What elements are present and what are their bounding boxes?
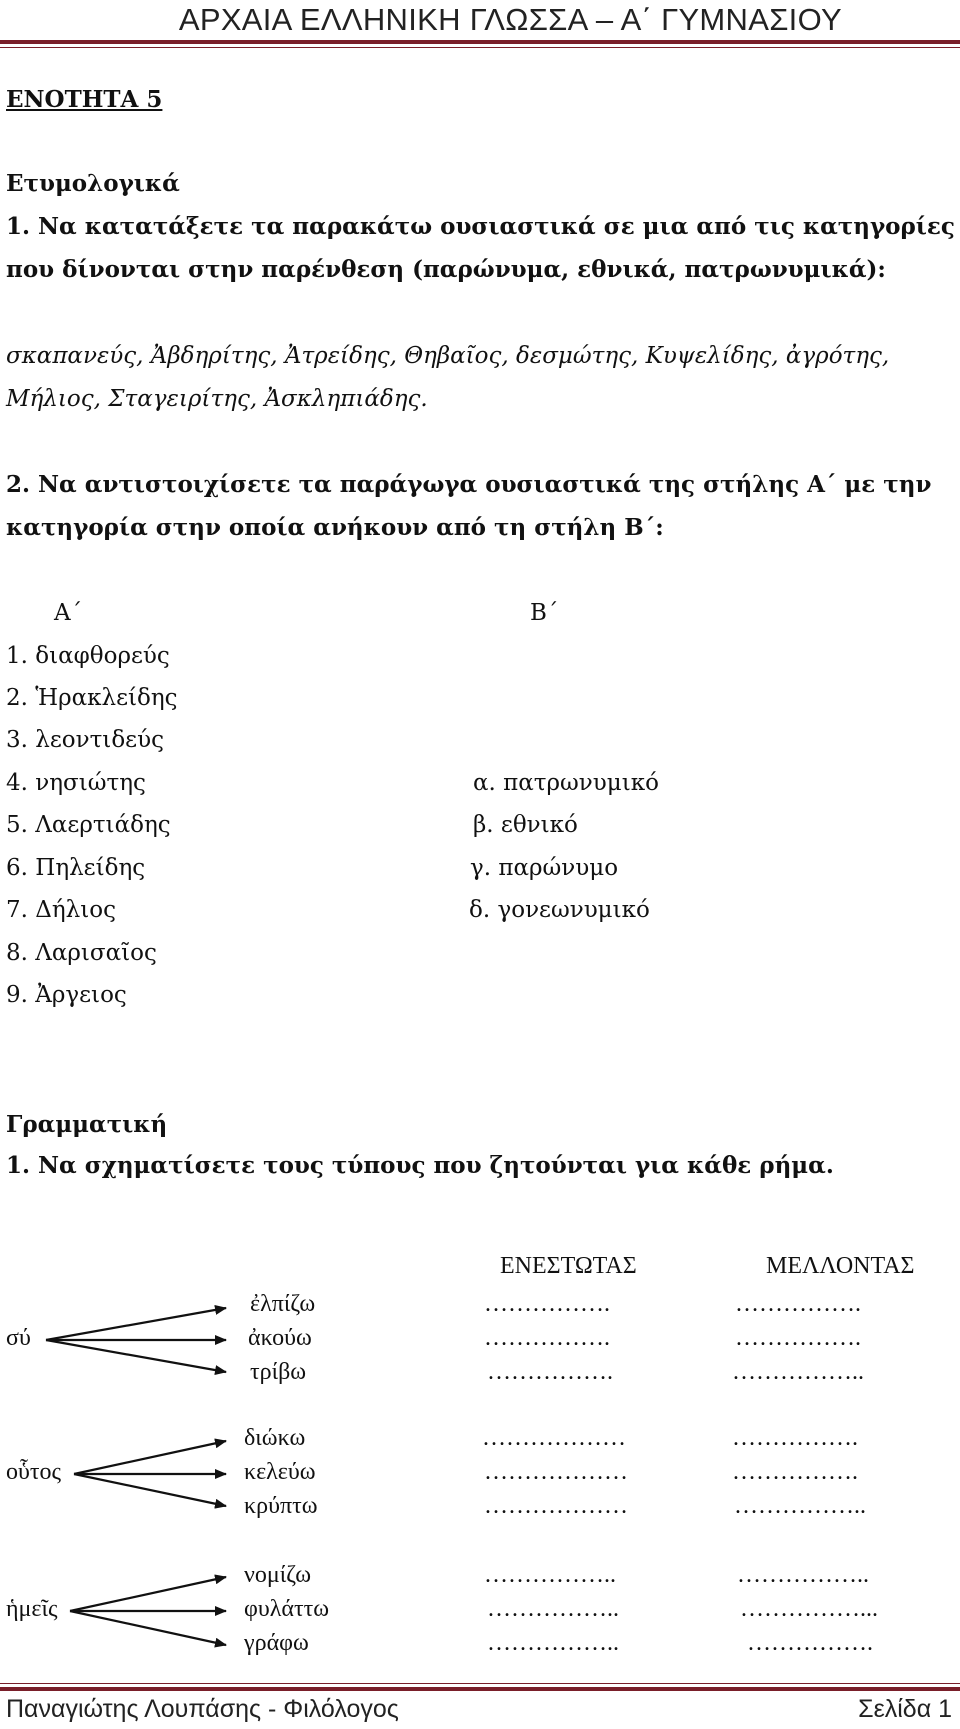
footer-author: Παναγιώτης Λουπάσης - Φιλόλογος	[6, 1695, 399, 1723]
col-a-item: 7. Δήλιος	[6, 897, 116, 923]
verb-label: γράφω	[244, 1630, 309, 1656]
verb-label: νομίζω	[244, 1562, 312, 1588]
future-blank: …………….	[732, 1425, 858, 1451]
footer-rule-thin	[0, 1683, 960, 1684]
col-a-item: 8. Λαρισαῖος	[6, 940, 157, 966]
column-present-header: ΕΝΕΣΤΩΤΑΣ	[500, 1253, 637, 1279]
unit-title: ΕΝΟΤΗΤΑ 5	[6, 86, 163, 113]
col-a-item: 4. νησιώτης	[6, 770, 146, 796]
future-blank: …………….	[732, 1459, 858, 1485]
etymology-heading: Ετυμολογικά	[6, 170, 180, 197]
q1-line2: που δίνονται στην παρένθεση (παρώνυμα, εθνικά, πατρωνυμικά):	[6, 256, 886, 283]
future-blank: …………….	[735, 1291, 861, 1317]
col-b-item: γ. παρώνυμο	[470, 855, 619, 881]
future-blank: ……………..	[734, 1493, 866, 1519]
page-header-title: ΑΡΧΑΙΑ ΕΛΛΗΝΙΚΗ ΓΛΩΣΣΑ – Α΄ ΓΥΜΝΑΣΙΟΥ	[178, 2, 842, 37]
verb-label: ἀκούω	[248, 1325, 312, 1351]
q2-line1: 2. Να αντιστοιχίσετε τα παράγωγα ουσιαστικά της στήλης Α΄ με την	[6, 471, 932, 498]
col-a-item: 1. διαφθορεύς	[6, 643, 170, 669]
present-blank: …………….	[487, 1359, 613, 1385]
arrow	[74, 1441, 226, 1474]
present-blank: …………….	[484, 1291, 610, 1317]
col-a-item: 5. Λαερτιάδης	[6, 812, 171, 838]
verb-label: διώκω	[244, 1425, 306, 1451]
arrow	[46, 1340, 226, 1372]
present-blank: …………….	[484, 1325, 610, 1351]
col-a-item: 2. Ἡρακλείδης	[6, 685, 178, 711]
col-b-item: α. πατρωνυμικό	[473, 770, 659, 796]
column-b-header: Β΄	[530, 600, 559, 626]
pronoun-label: οὗτος	[6, 1459, 62, 1485]
present-blank: ………………	[484, 1493, 628, 1519]
verb-label: κελεύω	[244, 1459, 316, 1485]
present-blank: ………………	[482, 1425, 626, 1451]
future-blank: ……………...	[740, 1596, 878, 1622]
arrow	[74, 1474, 226, 1506]
present-blank: ……………..	[487, 1630, 619, 1656]
q1-line1: 1. Να κατατάξετε τα παρακάτω ουσιαστικά σε μια από τις κατηγορίες	[6, 213, 955, 240]
present-blank: ………………	[484, 1459, 628, 1485]
future-blank: ……………..	[737, 1562, 869, 1588]
column-future-header: ΜΕΛΛΟΝΤΑΣ	[766, 1253, 915, 1279]
verb-label: κρύπτω	[244, 1493, 318, 1519]
future-blank: …………….	[735, 1325, 861, 1351]
q2-line2: κατηγορία στην οποία ανήκουν από τη στήλη Β΄:	[6, 514, 664, 541]
grammar-q1: 1. Να σχηματίσετε τους τύπους που ζητούνται για κάθε ρήμα.	[6, 1152, 834, 1179]
column-a-header: Α΄	[54, 600, 83, 626]
verb-label: ἐλπίζω	[250, 1291, 316, 1317]
footer-rule-thick	[0, 1687, 960, 1691]
col-a-item: 9. Ἀργειος	[6, 982, 127, 1008]
arrow	[46, 1308, 226, 1340]
pronoun-label: ἡμεῖς	[6, 1596, 58, 1622]
present-blank: ……………..	[484, 1562, 616, 1588]
future-blank: ……………..	[732, 1359, 864, 1385]
arrow	[70, 1577, 226, 1611]
col-b-item: δ. γονεωνυμικό	[469, 897, 650, 923]
col-b-item: β. εθνικό	[473, 812, 578, 838]
arrow	[70, 1611, 226, 1645]
col-a-item: 6. Πηλείδης	[6, 855, 146, 881]
q1-words-line2: Μήλιος, Σταγειρίτης, Ἀσκληπιάδης.	[6, 386, 428, 412]
verb-label: τρίβω	[250, 1359, 307, 1385]
q1-words-line1: σκαπανεύς, Ἀβδηρίτης, Ἀτρείδης, Θηβαῖος, δεσμώτης, Κυψελίδης, ἀγρότης,	[6, 343, 890, 369]
footer-page-number: Σελίδα 1	[858, 1695, 952, 1723]
future-blank: …………….	[747, 1630, 873, 1656]
pronoun-label: σύ	[6, 1325, 31, 1351]
grammar-heading: Γραμματική	[6, 1111, 168, 1138]
verb-label: φυλάττω	[244, 1596, 330, 1622]
present-blank: ……………..	[487, 1596, 619, 1622]
col-a-item: 3. λεοντιδεύς	[6, 727, 164, 753]
